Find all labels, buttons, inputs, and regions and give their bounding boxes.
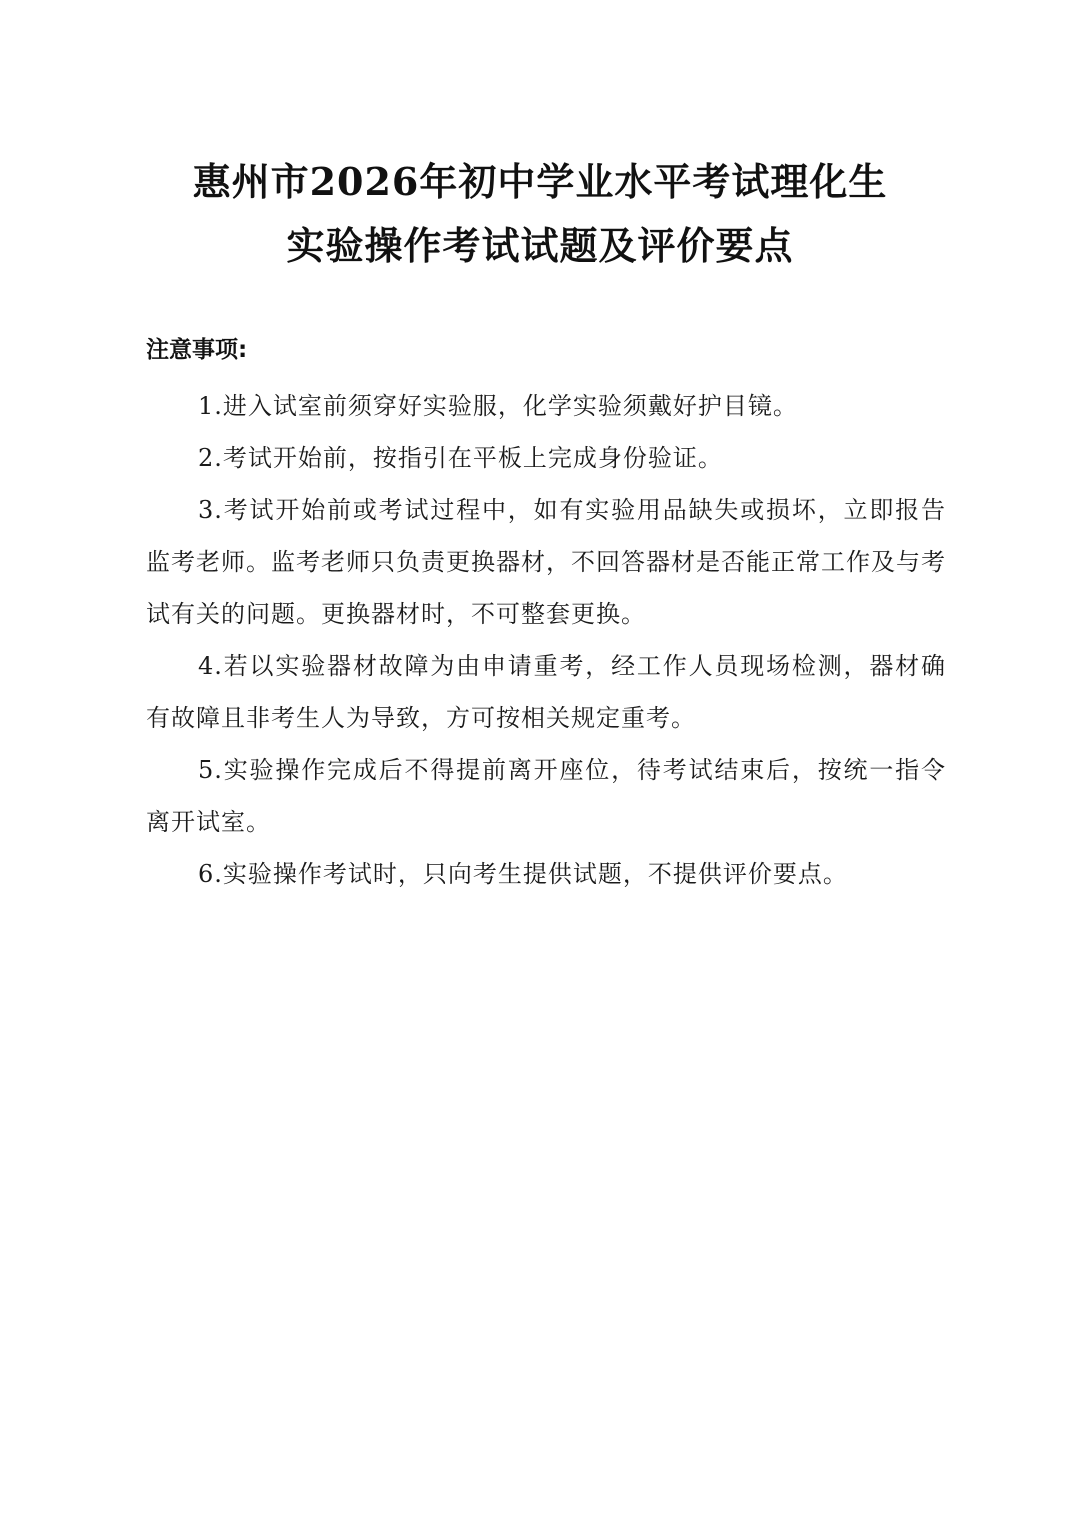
title-line-1: 惠州市2026年初中学业水平考试理化生 bbox=[192, 159, 888, 204]
notice-item-5: 5.实验操作完成后不得提前离开座位，待考试结束后，按统一指令离开试室。 bbox=[146, 756, 946, 836]
notice-heading: 注意事项: bbox=[146, 337, 248, 363]
title-line-2: 实验操作考试试题及评价要点 bbox=[286, 223, 794, 268]
document-title bbox=[120, 150, 960, 278]
notice-item-2: 2.考试开始前，按指引在平板上完成身份验证。 bbox=[198, 444, 723, 472]
notice-item-1: 1.进入试室前须穿好实验服，化学实验须戴好护目镜。 bbox=[198, 392, 798, 420]
notice-section bbox=[146, 330, 946, 900]
notice-item-4: 4.若以实验器材故障为由申请重考，经工作人员现场检测，器材确有故障且非考生人为导致，方可按相关规定重考。 bbox=[146, 652, 946, 732]
notice-item-6: 6.实验操作考试时，只向考生提供试题，不提供评价要点。 bbox=[198, 860, 848, 888]
notice-item-3: 3.考试开始前或考试过程中，如有实验用品缺失或损坏，立即报告监考老师。监考老师只负责更换器材，不回答器材是否能正常工作及与考试有关的问题。更换器材时，不可整套更换。 bbox=[146, 496, 946, 628]
